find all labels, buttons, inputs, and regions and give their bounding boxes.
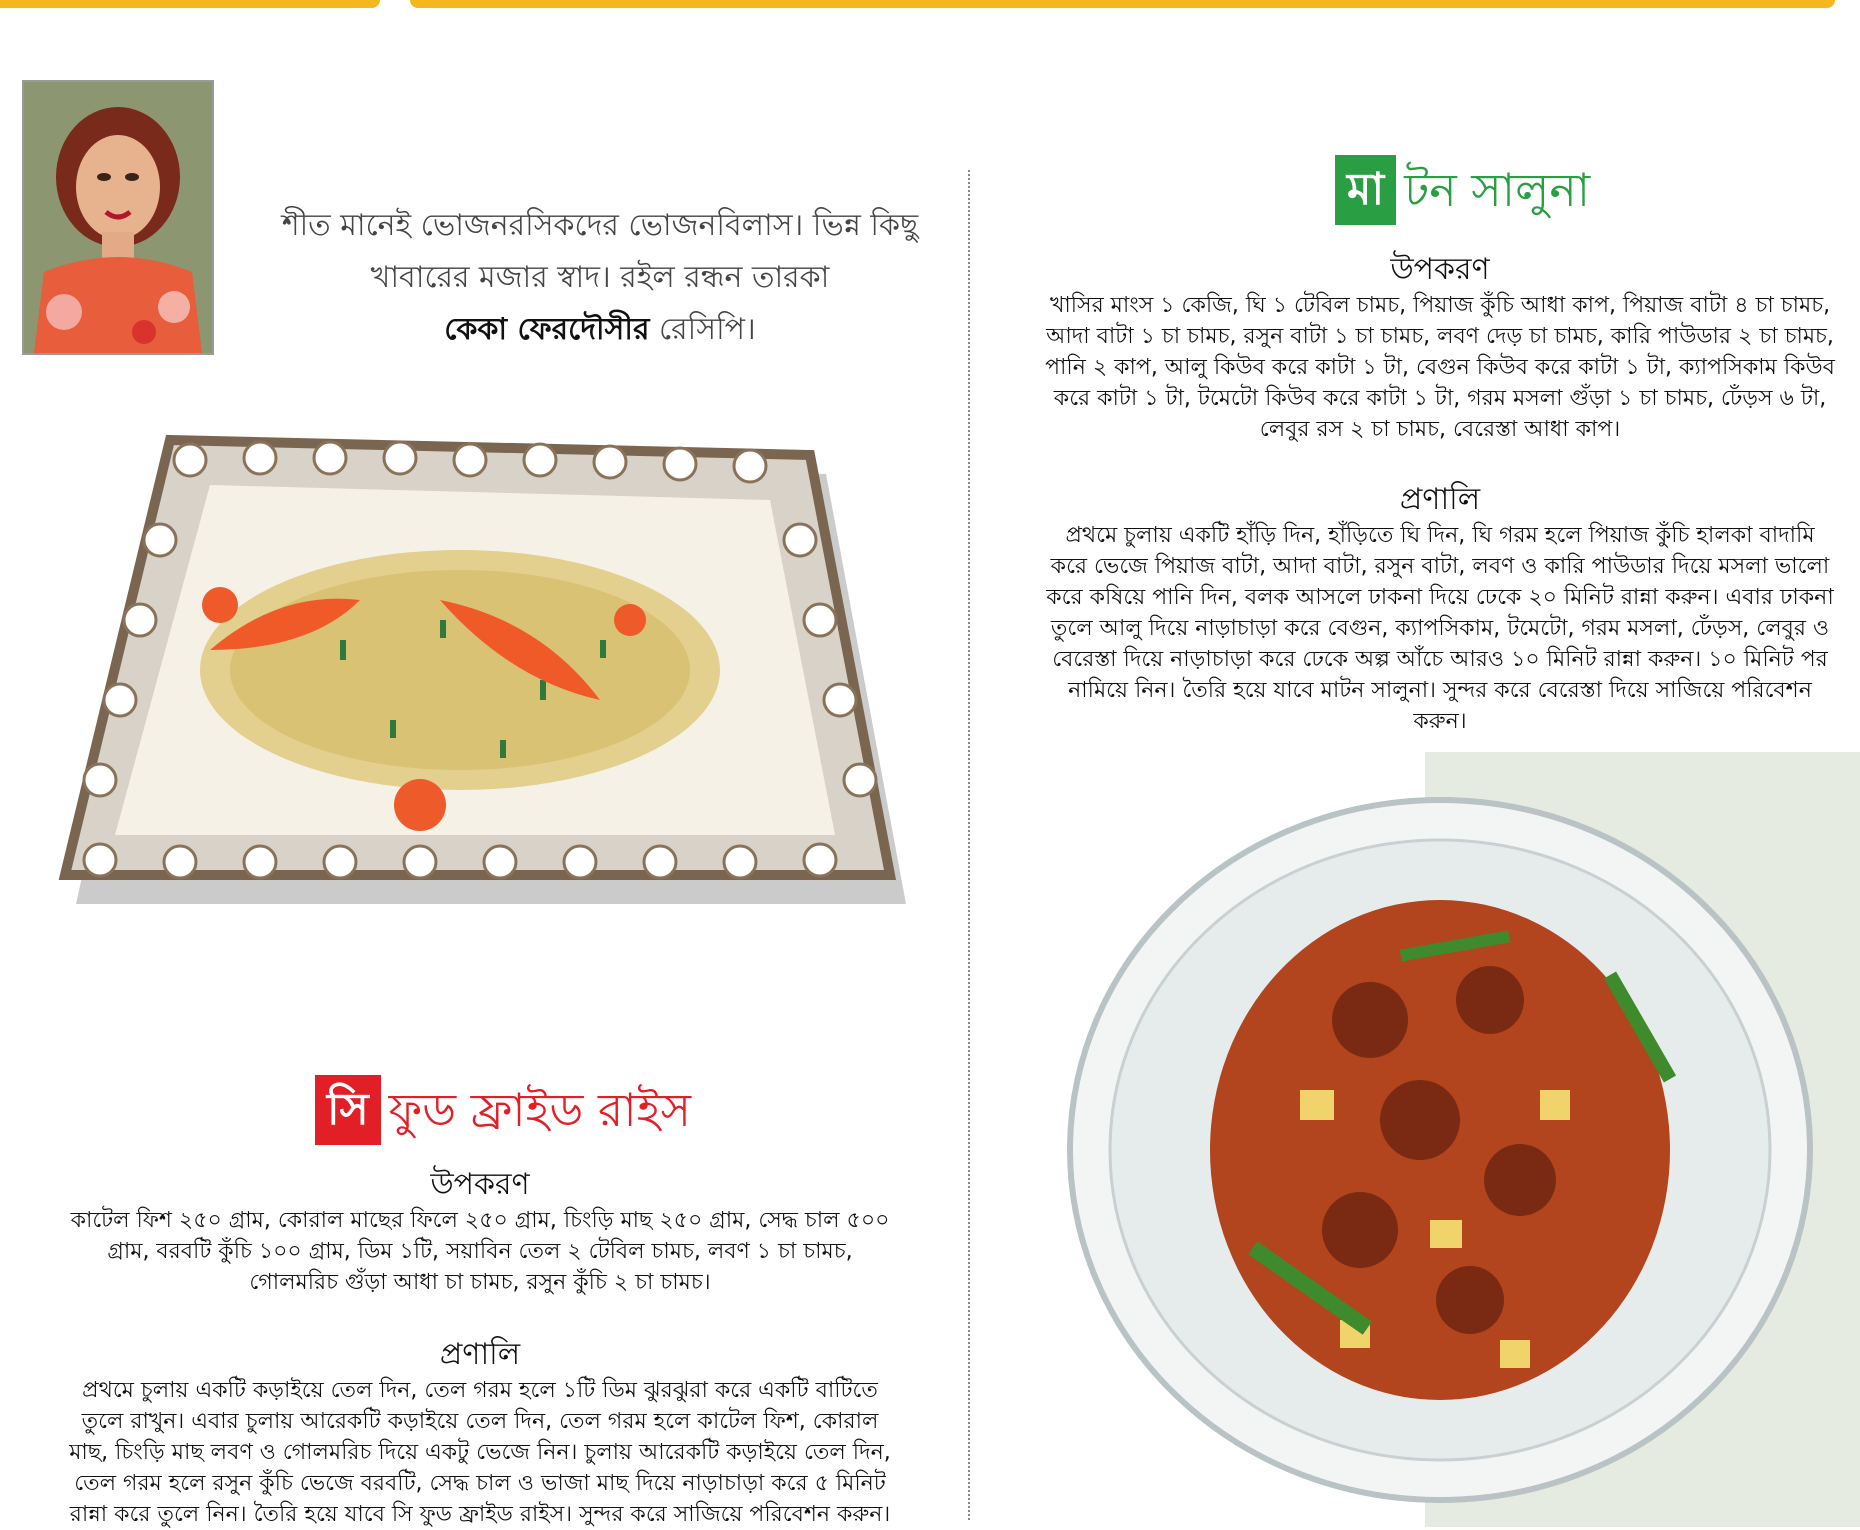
recipe-left-method-text: প্রথমে চুলায় একটি কড়াইয়ে তেল দিন, তেল গরম হলে ১টি ডিম ঝুরঝুরা করে একটি বাটিতে তুলে রাখুন। এবার চুলায় আরেকটি কড়াইয়ে তেল দিন, তেল গরম হলে কাটেল ফিশ, কোরাল মাছ, চিংড়ি মাছ লবণ ও গোলমরিচ দিয়ে একটু ভেজে নিন। চুলায় আরেকটি কড়াইয়ে তেল দিন, তেল গরম হলে রসুন কুঁচি ভেজে বরবটি, সেদ্ধ চাল ও ভাজা মাছ দিয়ে নাড়াচাড়া করে ৫ মিনিট রান্না করে তুলে নিন। তৈরি হয়ে যাবে সি ফুড ফ্রাইড রাইস। সুন্দর করে সাজিয়ে পরিবেশন করুন। [69, 1378, 891, 1527]
recipe-right-method [1045, 480, 1835, 737]
recipe-right-title-box: মা [1335, 155, 1396, 225]
top-band-right [410, 0, 1835, 8]
recipe-right-ingredients [1045, 250, 1835, 445]
recipe-left-title [315, 1075, 691, 1145]
intro-line-2: খাবারের মজার স্বাদ। রইল রন্ধন তারকা [370, 260, 830, 295]
recipe-right-title-rest: টন সালুনা [1404, 163, 1591, 217]
column-divider [968, 170, 970, 1520]
intro-text [260, 200, 940, 356]
recipe-right-method-heading: প্রণালি [1399, 482, 1481, 517]
recipe-left-title-rest: ফুড ফ্রাইড রাইস [388, 1083, 691, 1137]
recipe-left-ingredients-text: কাটেল ফিশ ২৫০ গ্রাম, কোরাল মাছের ফিলে ২৫০ গ্রাম, চিংড়ি মাছ ২৫০ গ্রাম, সেদ্ধ চাল ৫০০ গ্রাম, বরবটি কুঁচি ১০০ গ্রাম, ডিম ১টি, সয়াবিন তেল ২ টেবিল চামচ, লবণ ১ চা চামচ, গোলমরিচ গুঁড়া আধা চা চামচ, রসুন কুঁচি ২ চা চামচ। [70, 1208, 890, 1295]
recipe-left-title-box: সি [315, 1075, 381, 1145]
recipe-left-method [62, 1335, 898, 1530]
recipe-left-ingredients [65, 1165, 895, 1298]
fried-rice-photo [40, 420, 910, 1040]
top-band-left [0, 0, 380, 8]
recipe-right-method-text: প্রথমে চুলায় একটি হাঁড়ি দিন, হাঁড়িতে ঘি দিন, ঘি গরম হলে পিয়াজ কুঁচি হালকা বাদামি করে ভেজে পিয়াজ বাটা, আদা বাটা, রসুন বাটা, লবণ ও কারি পাউডার দিয়ে মসলা ভালো করে কষিয়ে পানি দিন, বলক আসলে ঢাকনা দিয়ে ঢেকে ২০ মিনিট রান্না করুন। এবার ঢাকনা তুলে আলু দিয়ে নাড়াচাড়া করে বেগুন, ক্যাপসিকাম, টমেটো, গরম মসলা, ঢেঁড়স, লেবুর ও বেরেস্তা দিয়ে নাড়াচাড়া করে ঢেকে অল্প আঁচে আরও ১০ মিনিট রান্না করুন। ১০ মিনিট পর নামিয়ে নিন। তৈরি হয়ে যাবে মাটন সালুনা। সুন্দর করে বেরেস্তা দিয়ে সাজিয়ে পরিবেশন করুন। [1046, 523, 1834, 734]
recipe-left-ingredients-heading: উপকরণ [430, 1167, 530, 1202]
recipe-right-title [1335, 155, 1590, 225]
intro-line-3 [260, 304, 940, 356]
intro-line-3-rest: রেসিপি। [649, 312, 756, 347]
chef-portrait [22, 80, 214, 355]
recipe-right-ingredients-text: খাসির মাংস ১ কেজি, ঘি ১ টেবিল চামচ, পিয়াজ কুঁচি আধা কাপ, পিয়াজ বাটা ৪ চা চামচ, আদা বাটা ১ চা চামচ, রসুন বাটা ১ চা চামচ, লবণ দেড় চা চামচ, কারি পাউডার ২ চা চামচ, পানি ২ কাপ, আলু কিউব করে কাটা ১ টা, বেগুন কিউব করে কাটা ১ টা, ক্যাপসিকাম কিউব করে কাটা ১ টা, টমেটো কিউব করে কাটা ১ টা, গরম মসলা গুঁড়া ১ চা চামচ, ঢেঁড়স ৬ টা, লেবুর রস ২ চা চামচ, বেরেস্তা আধা কাপ। [1045, 293, 1835, 442]
author-name: কেকা ফেরদৌসীর [444, 312, 650, 347]
recipe-left-method-heading: প্রণালি [439, 1337, 521, 1372]
intro-line-1: শীত মানেই ভোজনরসিকদের ভোজনবিলাস। ভিন্ন কিছু [281, 208, 919, 243]
mutton-photo [1040, 760, 1840, 1520]
recipe-right-ingredients-heading: উপকরণ [1390, 252, 1490, 287]
